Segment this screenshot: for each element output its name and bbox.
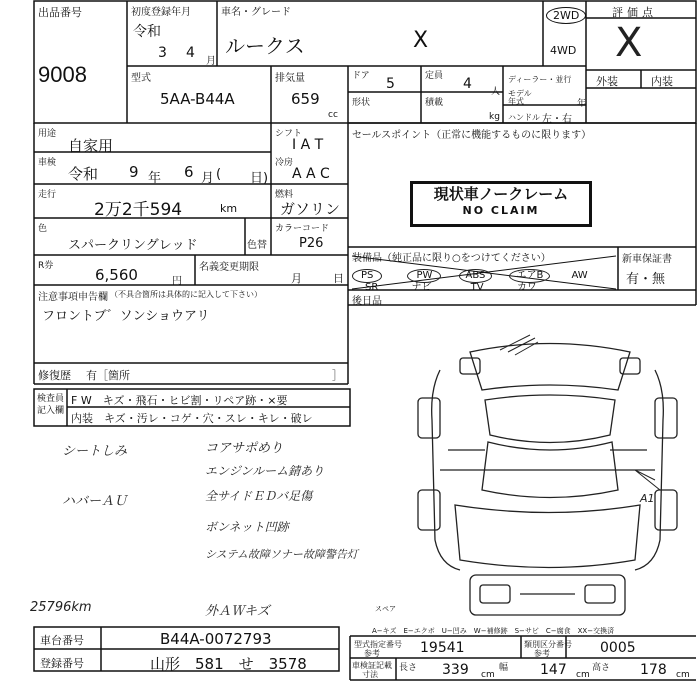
car-grade: X [413, 28, 429, 53]
hand-note-mileage: 25796km [30, 600, 92, 615]
displacement-value: 659 [291, 90, 320, 108]
inspection-day-open: ( [216, 167, 222, 182]
damage-legend: A−キズ E−エクボ U−凹み W−補修跡 S−サビ C−腐食 XX−交換済 [372, 627, 615, 635]
drive-2wd-circled: 2WD [546, 7, 586, 24]
ac-value: A A C [292, 166, 330, 182]
rating-exterior-label: 外装 [596, 75, 618, 88]
recycle-label: R券 [38, 261, 54, 271]
stamp-line-1: 現状車ノークレーム [433, 185, 569, 203]
aftermarket-label: 後日品 [352, 296, 382, 307]
hand-note-system-fault: システム故障ソナー故障警告灯 [205, 548, 358, 561]
capacity-unit: 人 [491, 87, 501, 97]
first-reg-era: 令和 [133, 24, 161, 40]
notes-text: フロントブ゛ソンショウアリ [42, 309, 210, 324]
width-value: 147 [540, 662, 567, 678]
color-code-value: P26 [299, 236, 324, 251]
hand-note-bonnet: ボンネット凹跡 [205, 520, 289, 534]
equip-leather: カワ [516, 282, 537, 293]
fuel-value: ガソリン [280, 200, 341, 218]
length-unit: cm [481, 670, 495, 680]
rating-interior-label: 内装 [651, 75, 673, 88]
dimensions-label-2: 寸法 [362, 670, 378, 679]
height-unit: cm [676, 670, 690, 680]
category-label-2: 参考 [364, 649, 380, 658]
model-label: 型式 [131, 73, 151, 84]
chassis-value: B44A-0072793 [160, 630, 272, 648]
plate-label: 登録番号 [40, 657, 84, 670]
load-label: 積載 [425, 98, 444, 108]
mileage-unit: km [220, 202, 238, 215]
length-label: 長さ [399, 663, 418, 673]
equip-airbag: エアB [509, 269, 550, 283]
inspector-label [37, 393, 64, 417]
category-value: 19541 [420, 640, 465, 656]
repair-value: 有［箇所 [86, 369, 130, 382]
displacement-label: 排気量 [275, 73, 305, 84]
stamp-line-2: NO CLAIM [462, 204, 540, 217]
category-label-1: 型式指定番号 [354, 640, 402, 649]
mileage-label: 走行 [38, 190, 57, 200]
equipment-row-2 [365, 278, 537, 293]
class-label-1: 類別区分番号 [524, 640, 572, 649]
handle-label: ハンドル [508, 113, 540, 122]
notes-sublabel: （不具合箇所は具体的に記入して下さい） [110, 290, 262, 299]
displacement-unit: cc [328, 110, 338, 120]
color-label: 色 [38, 224, 48, 234]
model-year-label-1: モデル [508, 89, 532, 98]
shape-label: 形状 [352, 98, 371, 108]
lot-label: 出品番号 [38, 6, 82, 19]
load-unit: kg [489, 112, 500, 122]
rating-value: X [615, 20, 643, 66]
dimensions-label-1: 車検証記載 [352, 661, 392, 670]
title-expiry-label: 名義変更期限 [199, 262, 259, 273]
hand-note-aw-scratch: 外ＡＷキズ [205, 604, 270, 619]
inspector-label-1: 検査員 [37, 394, 65, 404]
equip-pw: PW [407, 269, 441, 283]
model-year-unit: 年 [577, 99, 587, 109]
model-value: 5AA-B44A [160, 90, 235, 108]
hand-note-core-support: コアサポめり [205, 441, 284, 456]
inspection-year-unit: 年 [148, 171, 162, 186]
no-claim-stamp [410, 181, 592, 227]
hand-note-seat-stain: シートしみ [62, 444, 128, 459]
equip-tv: TV [470, 282, 484, 293]
handle-value: 左・右 [542, 114, 572, 125]
width-label: 幅 [499, 663, 509, 673]
doors-value: 5 [386, 76, 395, 92]
sales-point-label: セールスポイント（正常に機能するものに限ります） [352, 130, 592, 141]
drive-4wd: 4WD [550, 44, 577, 57]
height-label: 高さ [592, 663, 611, 673]
first-reg-month-unit: 月 [206, 56, 216, 67]
car-name-label: 車名・グレード [221, 7, 291, 18]
capacity-value: 4 [463, 76, 472, 92]
lot-number: 9008 [38, 62, 87, 87]
equipment-label: 装備品（純正品に限り○をつけてください） [352, 253, 551, 264]
usage-value: 自家用 [68, 137, 114, 155]
plate-value: 山形 581 せ 3578 [150, 655, 307, 673]
capacity-label: 定員 [425, 71, 444, 81]
rating-label: 評価点 [612, 6, 657, 19]
inspection-era: 令和 [68, 165, 99, 183]
first-reg-month: 4 [186, 45, 195, 61]
class-value: 0005 [600, 640, 636, 656]
first-reg-label: 初度登録年月 [131, 7, 191, 18]
hand-note-side-scratch: 全サイドＥＤバ足傷 [205, 489, 313, 503]
recycle-value: 6,560 [95, 266, 138, 284]
repair-label: 修復歴 [38, 369, 71, 382]
spare-label: スペア [375, 605, 396, 613]
equip-abs: ABS [459, 269, 493, 283]
recycle-unit: 円 [172, 276, 182, 287]
equip-ps: PS [352, 269, 382, 283]
notes-label: 注意事項申告欄 [38, 292, 108, 303]
repair-close: ］ [332, 369, 343, 382]
inspection-month: 6 [184, 163, 194, 181]
inspector-label-2: 記入欄 [37, 406, 65, 416]
chassis-label: 車台番号 [40, 634, 84, 647]
title-expiry-day-unit: 日 [333, 272, 344, 285]
length-value: 339 [442, 662, 469, 678]
warranty-value: 有・無 [626, 272, 666, 287]
model-year-label-2: 年式 [508, 97, 524, 106]
color-value: スパークリングレッド [68, 238, 198, 253]
inspector-interior: 内装 キズ・汚レ・コゲ・穴・スレ・キレ・破レ [71, 412, 313, 425]
warranty-label: 新車保証書 [622, 254, 672, 265]
title-expiry-month-unit: 月 [291, 272, 302, 285]
class-label-2: 参考 [534, 649, 550, 658]
mileage-value: 2万2千594 [94, 200, 183, 220]
doors-label: ドア [352, 71, 370, 81]
hand-note-engine-rust: エンジンルーム錆あり [205, 464, 325, 478]
inspection-year: 9 [129, 163, 139, 181]
diagram-damage-mark: A1 [640, 492, 655, 505]
shift-value: I A T [292, 137, 324, 153]
height-value: 178 [640, 662, 667, 678]
inspection-day-unit: 日) [250, 171, 269, 186]
usage-label: 用途 [38, 129, 57, 139]
equip-sr: SR [365, 282, 379, 293]
inspection-label: 車検 [38, 158, 57, 168]
inspection-month-unit: 月 [201, 171, 215, 186]
recolor-label: 色替 [247, 240, 267, 251]
car-damage-diagram [400, 330, 695, 630]
fuel-label: 燃料 [275, 190, 294, 200]
dealer-label: ディーラー・並行 [508, 75, 572, 84]
first-reg-year: 3 [158, 45, 167, 61]
car-name: ルークス [225, 34, 305, 58]
inspector-fw: F W キズ・飛石・ヒビ割・リペア跡・×要 [71, 394, 288, 407]
width-unit: cm [576, 670, 590, 680]
shift-label: シフト [275, 129, 303, 139]
color-code-label: カラーコード [275, 224, 330, 234]
hand-note-bumper: ハバーＡＵ [62, 494, 128, 509]
equip-navi: ナビ [411, 282, 432, 293]
equip-aw: AW [571, 270, 588, 281]
ac-label: 冷房 [275, 158, 294, 168]
